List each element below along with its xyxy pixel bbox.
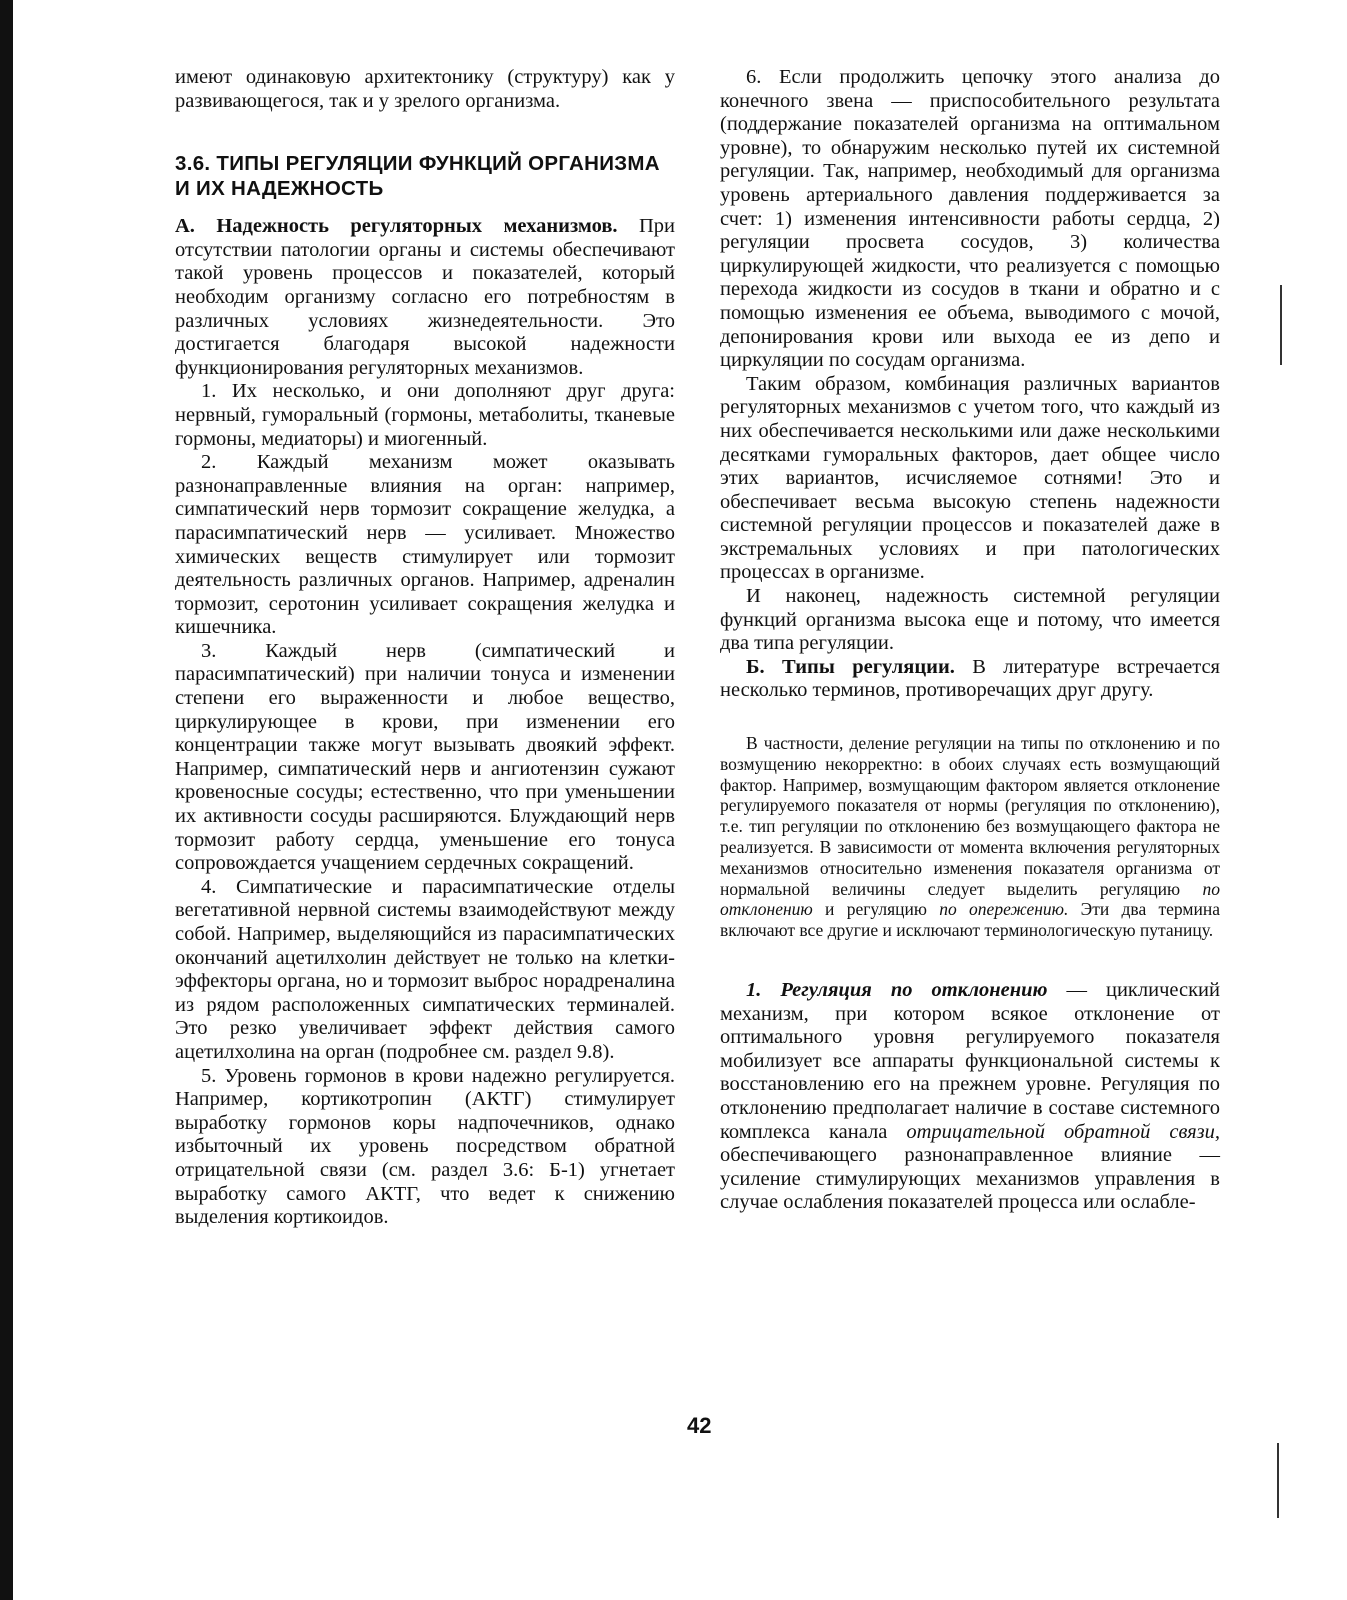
small-print-note xyxy=(720,733,1220,941)
scan-border xyxy=(0,0,13,1600)
thus-paragraph: Таким образом, комбинация различных вариантов регуляторных механизмов с учетом того, что каждый из них обеспечивается несколькими или даже несколькими десятками гуморальных факторов, дает общее число этих вариантов, исчисляемое сотнями! Это и обеспечивает весьма высокую степень надежности системной регуляции процессов и показателей даже в экстремальных условиях и при патологических процессах в организме. xyxy=(720,372,1220,584)
regulation-deviation-emphasis: отрицательной обратной связи, xyxy=(906,1120,1220,1143)
margin-mark-lower xyxy=(1277,1443,1279,1518)
regulation-deviation-text-2: обеспечивающего разнонаправленное влияние — усиление стимулирующих механизмов управления в случае ослабления показателей процесса или ослабле- xyxy=(720,1144,1220,1214)
section-b-label: Б. Типы регуляции. xyxy=(746,655,955,678)
list-item-2: 2. Каждый механизм может оказывать разнонаправленные влияния на орган: например, симпатический нерв тормозит сокращение желудка, а парасимпатический нерв — усиливает. Множество химических веществ стимулирует или тормозит деятельность различных органов. Например, адреналин тормозит, серотонин усиливает сокращения желудка и кишечника. xyxy=(175,451,675,639)
page-number: 42 xyxy=(687,1413,712,1438)
list-item-6: 6. Если продолжить цепочку этого анализа до конечного звена — приспособительного результата (поддержание показателей организма на оптимальном уровне), то обнаружим несколько путей их системной регуляции. Так, например, необходимый для организма уровень артериального давления поддерживается за счет: 1) изменения интенсивности работы сердца, 2) регуляции просвета сосудов, 3) количества циркулирующей жидкости, что реализуется с помощью перехода жидкости из сосудов в ткани и обратно и с помощью изменения ее объема, выводимого с мочой, депонирования крови или выхода ее из депо и циркуляции по сосудам организма. xyxy=(720,66,1220,372)
left-column xyxy=(175,66,675,1230)
small-note-mid: и регуляцию xyxy=(812,899,940,920)
regulation-deviation-paragraph xyxy=(720,979,1220,1215)
section-a-label: А. Надежность регуляторных механизмов. xyxy=(175,215,618,238)
section-a-paragraph xyxy=(175,215,675,380)
small-note-emphasis-1: по отклонению xyxy=(720,878,1220,920)
list-item-5: 5. Уровень гормонов в крови надежно регулируется. Например, кортикотропин (АКТГ) стимулирует выработку гормонов коры надпочечников, однако избыточный их уровень посредством обратной отрицательной связи (см. раздел 3.6: Б-1) угнетает выработку самого АКТГ, что ведет к снижению выделения кортикоидов. xyxy=(175,1064,675,1229)
list-item-3: 3. Каждый нерв (симпатический и парасимпатический) при наличии тонуса и изменении степени его выраженности и любое вещество, циркулирующее в крови, при изменении его концентрации также могут вызывать двоякий эффект. Например, симпатический нерв и ангиотензин сужают кровеносные сосуды; естественно, что при уменьшении их активности сосуды расширяются. Блуждающий нерв тормозит работу сердца, уменьшение его тонуса сопровождается учащением сердечных сокращений. xyxy=(175,639,675,875)
right-column xyxy=(720,66,1220,1215)
small-note-start: В частности, деление регуляции на типы по отклонению и по возмущению некорректно: в обоих случаях есть возмущающий фактор. Например, возмущающим фактором является отклонение регулируемого показателя от нормы (регуляция по отклонению), т.е. тип регуляции по отклонению без возмущающего фактора не реализуется. В зависимости от момента включения регуляторных механизмов относительно изменения показателя организма от нормальной величины следует выделить регуляцию xyxy=(720,733,1220,899)
section-a-text: При отсутствии патологии органы и системы обеспечивают такой уровень процессов и показателей, который необходим организму согласно его потребностям в различных условиях жизнедеятельности. Это достигается благодаря высокой надежности функционирования регуляторных механизмов. xyxy=(175,215,675,379)
list-item-1: 1. Их несколько, и они дополняют друг друга: нервный, гуморальный (гормоны, метаболиты, тканевые гормоны, медиаторы) и миогенный. xyxy=(175,380,675,450)
section-heading: 3.6. ТИПЫ РЕГУЛЯЦИИ ФУНКЦИЙ ОРГАНИЗМА И ИХ НАДЕЖНОСТЬ xyxy=(175,152,660,201)
finally-paragraph: И наконец, надежность системной регуляции функций организма высока еще и потому, что имеется два типа регуляции. xyxy=(720,585,1220,655)
list-item-4: 4. Симпатические и парасимпатические отделы вегетативной нервной системы взаимодействуют между собой. Например, выделяющийся из парасимпатических окончаний ацетилхолин действует не только на клетки-эффекторы органа, но и тормозит выброс норадреналина из рядом расположенных симпатических терминалей. Это резко увеличивает эффект действия самого ацетилхолина на орган (подробнее см. раздел 9.8). xyxy=(175,875,675,1063)
intro-paragraph: имеют одинаковую архитектонику (структуру) как у развивающегося, так и у зрелого организма. xyxy=(175,66,675,112)
section-b-text: В литературе встречается несколько терминов, противоречащих друг другу. xyxy=(720,655,1220,702)
small-note-emphasis-2: по опережению. xyxy=(939,899,1069,920)
margin-mark-upper xyxy=(1280,285,1282,365)
regulation-deviation-label: 1. Регуляция по отклонению xyxy=(746,979,1048,1001)
section-b-paragraph xyxy=(720,656,1220,703)
small-note-end: Эти два термина включают все другие и исключают терминологическую путаницу. xyxy=(720,899,1220,941)
regulation-deviation-text-1: — циклический механизм, при котором всякое отклонение от оптимального уровня регулируемого показателя мобилизует все аппараты функциональной системы к восстановлению его на прежнем уровне. Регуляция по отклонению предполагает наличие в составе системного комплекса канала xyxy=(720,979,1220,1143)
